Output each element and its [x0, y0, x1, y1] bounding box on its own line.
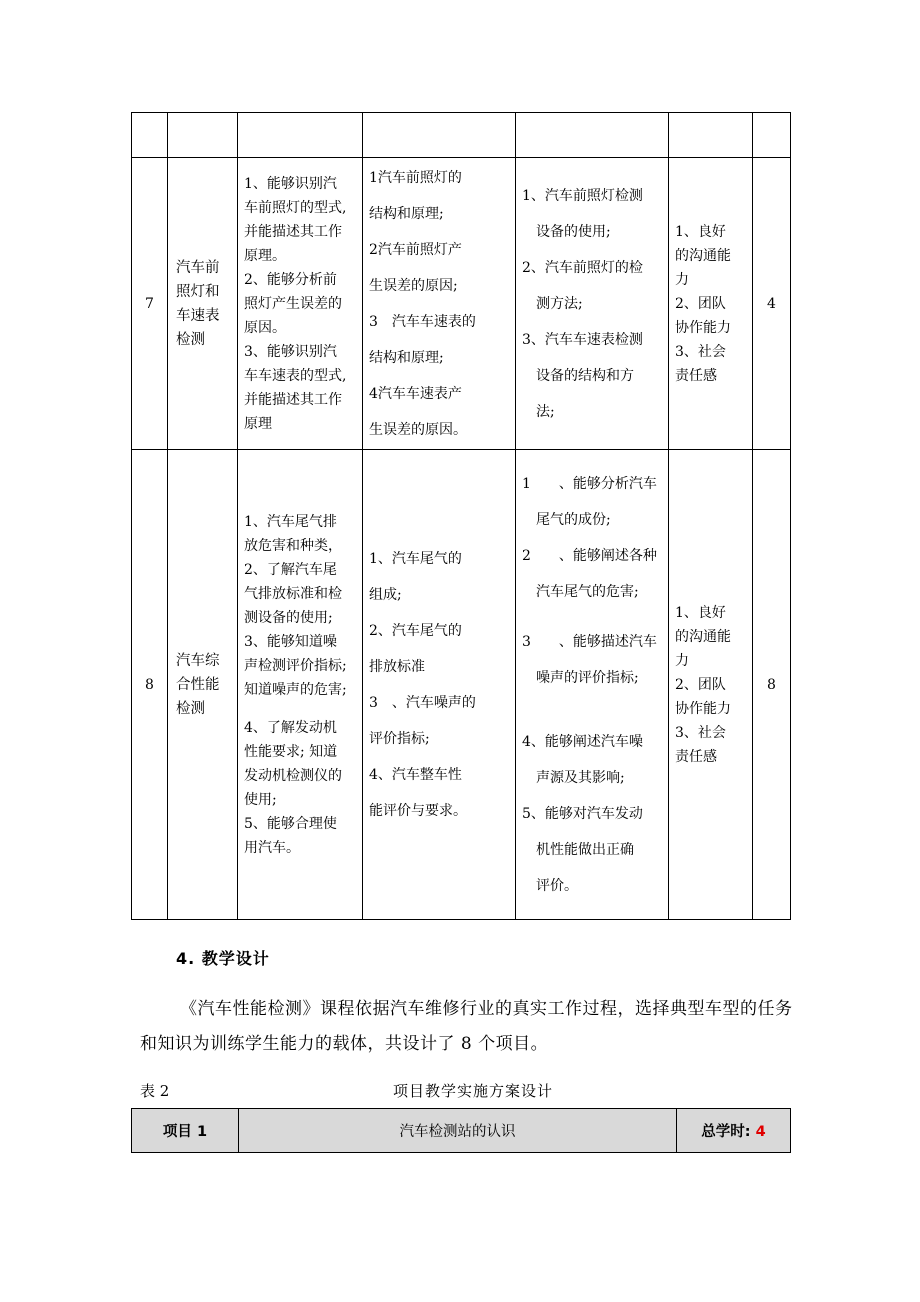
project-title: 汽车检测站的认识 — [239, 1109, 677, 1153]
intro-paragraph — [140, 992, 800, 1062]
text-line: 1、良好 — [675, 223, 726, 240]
text-line: 原理。 — [244, 247, 286, 264]
spacer — [244, 702, 356, 716]
text-line: 2、汽车前照灯的检 — [522, 259, 643, 276]
hours-cell: 8 — [753, 450, 791, 920]
paragraph-text: 《汽车性能检测》课程依据汽车维修行业的真实工作过程，选择典型车型的任务和知识为训练学生能力的载体，共设计了 8 个项目。 — [140, 999, 793, 1054]
text-line: 1、汽车尾气的 — [369, 550, 462, 567]
text-line: 的沟通能 — [675, 628, 731, 645]
text-line: 3 、能够描述汽车 — [522, 633, 657, 650]
text-line: 协作能力 — [675, 700, 731, 717]
text-line: 协作能力 — [675, 319, 731, 336]
text-line: 汽车前 — [176, 259, 220, 276]
header-cell — [753, 113, 791, 158]
text-line: 4、汽车整车性 — [369, 766, 462, 783]
text-line: 1、良好 — [675, 604, 726, 621]
text-line: 检测 — [176, 331, 205, 348]
text-line: 知道噪声的危害; — [244, 681, 347, 698]
text-line: 3、能够识别汽 — [244, 343, 337, 360]
table-header-row — [132, 113, 791, 158]
text-line: 声检测评价指标; — [244, 657, 347, 674]
spacer — [522, 696, 662, 724]
row-number: 8 — [132, 450, 168, 920]
project-name — [168, 158, 238, 450]
text-line: 测设备的使用; — [244, 609, 333, 626]
header-cell — [516, 113, 669, 158]
text-line: 4、能够阐述汽车噪 — [522, 733, 643, 750]
text-line: 尾气的成份; — [522, 511, 611, 528]
text-line: 5、能够合理使 — [244, 815, 337, 832]
text-line: 车速表 — [176, 307, 220, 324]
skill-goals — [516, 450, 669, 920]
text-line: 2汽车前照灯产 — [369, 241, 462, 258]
text-line: 机性能做出正确 — [522, 841, 634, 858]
text-line: 声源及其影响; — [522, 769, 625, 786]
header-cell — [238, 113, 363, 158]
course-content-table — [131, 112, 791, 920]
text-line: 5、能够对汽车发动 — [522, 805, 643, 822]
text-line: 性能要求; 知道 — [244, 743, 338, 760]
text-line: 1 、能够分析汽车 — [522, 475, 657, 492]
table-caption: 项目教学实施方案设计 — [393, 1082, 554, 1100]
header-cell — [132, 113, 168, 158]
total-hours — [677, 1109, 791, 1153]
text-line: 评价。 — [522, 877, 578, 894]
text-line: 3、汽车车速表检测 — [522, 331, 643, 348]
text-line: 责任感 — [675, 748, 717, 765]
text-line: 3 汽车车速表的 — [369, 313, 476, 330]
text-line: 2、了解汽车尾 — [244, 561, 337, 578]
text-line: 原因。 — [244, 319, 286, 336]
text-line: 1汽车前照灯的 — [369, 169, 462, 186]
text-line: 2、团队 — [675, 295, 726, 312]
text-line: 2 、能够阐述各种 — [522, 547, 657, 564]
skill-goals — [516, 158, 669, 450]
text-line: 2、能够分析前 — [244, 271, 337, 288]
ability-goals — [238, 158, 363, 450]
text-line: 噪声的评价指标; — [522, 669, 639, 686]
table-row — [132, 450, 791, 920]
text-line: 车前照灯的型式, — [244, 199, 347, 216]
project-label: 项目 1 — [132, 1109, 239, 1153]
text-line: 照灯产生误差的 — [244, 295, 342, 312]
text-line: 1、汽车尾气排 — [244, 513, 337, 530]
text-line: 用汽车。 — [244, 839, 300, 856]
text-line: 测方法; — [522, 295, 583, 312]
text-line: 排放标准 — [369, 658, 425, 675]
hours-cell: 4 — [753, 158, 791, 450]
text-line: 检测 — [176, 700, 205, 717]
text-line: 照灯和 — [176, 283, 220, 300]
quality-goals — [669, 158, 753, 450]
project-header-table — [131, 1108, 791, 1153]
table-row — [132, 158, 791, 450]
text-line: 并能描述其工作 — [244, 391, 342, 408]
text-line: 1、汽车前照灯检测 — [522, 187, 643, 204]
text-line: 原理 — [244, 415, 272, 432]
text-line: 3、能够知道噪 — [244, 633, 337, 650]
knowledge-goals — [363, 450, 516, 920]
table-label: 表 2 — [140, 1082, 170, 1100]
spacer — [522, 610, 662, 624]
text-line: 结构和原理; — [369, 205, 444, 222]
text-line: 4汽车车速表产 — [369, 385, 462, 402]
project-header-row — [132, 1109, 791, 1153]
header-cell — [168, 113, 238, 158]
text-line: 生误差的原因。 — [369, 421, 467, 438]
quality-goals — [669, 450, 753, 920]
section-heading: 4. 教学设计 — [176, 949, 270, 968]
text-line: 的沟通能 — [675, 247, 731, 264]
text-line: 3 、汽车噪声的 — [369, 694, 476, 711]
text-line: 1、能够识别汽 — [244, 175, 337, 192]
text-line: 力 — [675, 271, 689, 288]
text-line: 设备的结构和方 — [522, 367, 634, 384]
header-cell — [363, 113, 516, 158]
text-line: 组成; — [369, 586, 402, 603]
text-line: 汽车尾气的危害; — [522, 583, 639, 600]
text-line: 使用; — [244, 791, 277, 808]
total-hours-label: 总学时: — [701, 1124, 751, 1140]
text-line: 4、了解发动机 — [244, 719, 337, 736]
knowledge-goals — [363, 158, 516, 450]
text-line: 能评价与要求。 — [369, 802, 467, 819]
text-line: 结构和原理; — [369, 349, 444, 366]
text-line: 车车速表的型式, — [244, 367, 347, 384]
text-line: 评价指标; — [369, 730, 430, 747]
text-line: 生误差的原因; — [369, 277, 458, 294]
text-line: 发动机检测仪的 — [244, 767, 342, 784]
row-number: 7 — [132, 158, 168, 450]
ability-goals — [238, 450, 363, 920]
text-line: 合性能 — [176, 676, 220, 693]
text-line: 力 — [675, 652, 689, 669]
text-line: 设备的使用; — [522, 223, 611, 240]
text-line: 3、社会 — [675, 343, 726, 360]
text-line: 并能描述其工作 — [244, 223, 342, 240]
text-line: 汽车综 — [176, 652, 220, 669]
text-line: 放危害和种类， — [244, 537, 342, 554]
text-line: 3、社会 — [675, 724, 726, 741]
text-line: 2、汽车尾气的 — [369, 622, 462, 639]
project-name — [168, 450, 238, 920]
header-cell — [669, 113, 753, 158]
text-line: 责任感 — [675, 367, 717, 384]
text-line: 法; — [522, 403, 555, 420]
total-hours-value: 4 — [755, 1124, 766, 1140]
text-line: 气排放标准和检 — [244, 585, 342, 602]
text-line: 2、团队 — [675, 676, 726, 693]
